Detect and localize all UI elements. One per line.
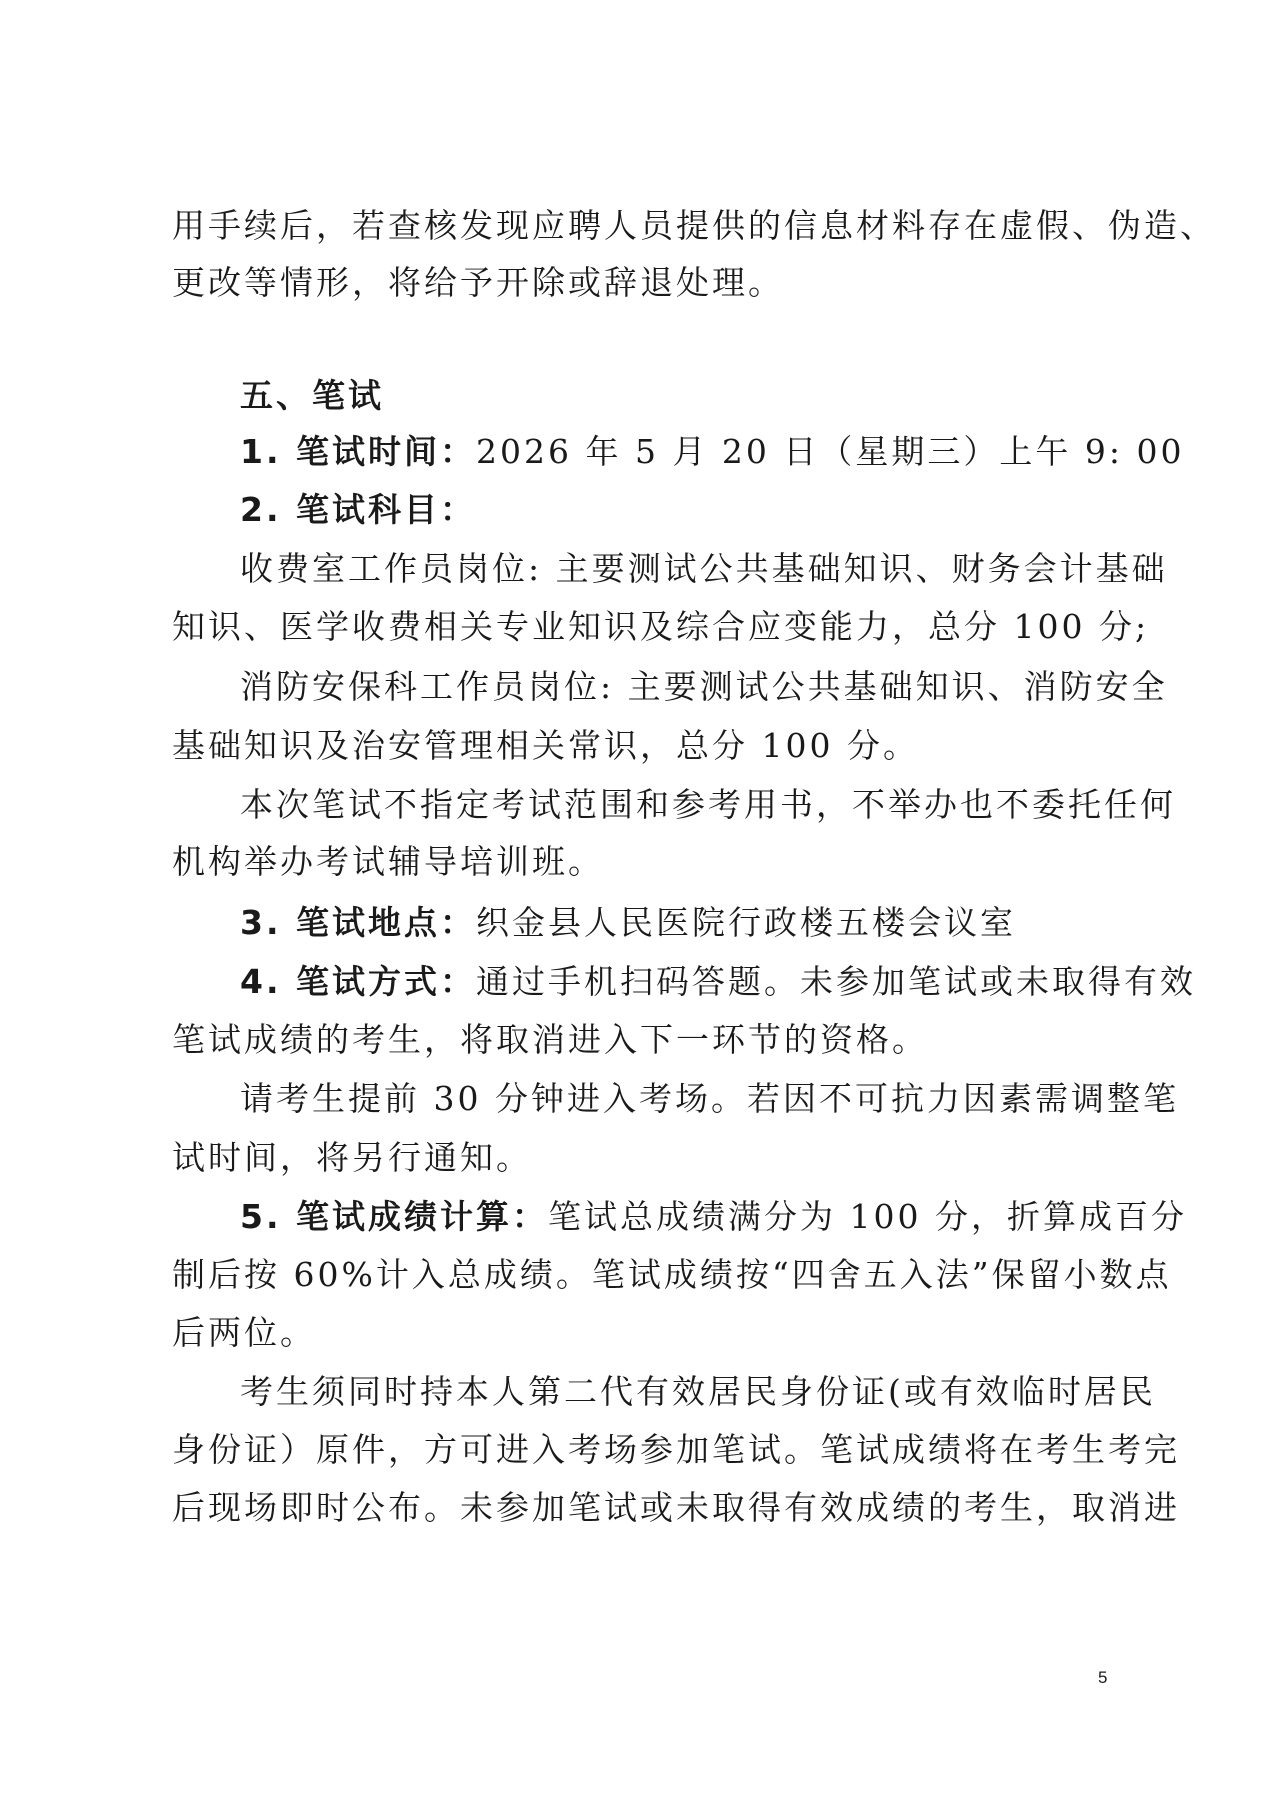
paragraph-line: 考生须同时持本人第二代有效居民身份证(或有效临时居民: [240, 1372, 1156, 1411]
paragraph-line: 身份证）原件，方可进入考场参加笔试。笔试成绩将在考生考完: [172, 1430, 1180, 1469]
paragraph-line: 用手续后，若查核发现应聘人员提供的信息材料存在虚假、伪造、: [172, 206, 1216, 245]
page-number: 5: [1098, 1668, 1108, 1687]
paragraph-line: 消防安保科工作员岗位: 主要测试公共基础知识、消防安全: [240, 667, 1168, 706]
paragraph-line: 请考生提前 30 分钟进入考场。若因不可抗力因素需调整笔: [240, 1079, 1179, 1118]
section-title: 五、笔试: [240, 376, 384, 415]
paragraph-line: 后两位。: [172, 1313, 316, 1352]
paragraph-line: 知识、医学收费相关专业知识及综合应变能力，总分 100 分;: [172, 607, 1150, 646]
paragraph-line: 笔试成绩的考生，将取消进入下一环节的资格。: [172, 1020, 928, 1059]
paragraph-line: 试时间，将另行通知。: [172, 1138, 532, 1177]
item-value: 织金县人民医院行政楼五楼会议室: [476, 903, 1016, 942]
paragraph-line: 收费室工作员岗位: 主要测试公共基础知识、财务会计基础: [240, 549, 1168, 588]
item-label: 3. 笔试地点：: [240, 903, 476, 942]
item-label: 1. 笔试时间：: [240, 432, 476, 471]
paragraph-line: 后现场即时公布。未参加笔试或未取得有效成绩的考生，取消进: [172, 1488, 1180, 1527]
paragraph-line: 本次笔试不指定考试范围和参考用书，不举办也不委托任何: [240, 785, 1176, 824]
item-value: 2026 年 5 月 20 日（星期三）上午 9: 00: [476, 432, 1185, 471]
paragraph-line: 制后按 60%计入总成绩。笔试成绩按“四舍五入法”保留小数点: [172, 1255, 1172, 1294]
exam-time-item: [240, 428, 1185, 476]
paragraph-line: 更改等情形，将给予开除或辞退处理。: [172, 263, 784, 302]
exam-method-item: [240, 958, 1196, 1006]
exam-subjects-label: 2. 笔试科目：: [240, 490, 476, 529]
exam-location-item: [240, 899, 1122, 947]
item-label: 5. 笔试成绩计算：: [240, 1197, 548, 1236]
paragraph-line: 基础知识及治安管理相关常识，总分 100 分。: [172, 726, 919, 765]
item-value: 笔试总成绩满分为 100 分，折算成百分: [548, 1197, 1187, 1236]
paragraph-line: 机构举办考试辅导培训班。: [172, 842, 604, 881]
item-value: 通过手机扫码答题。未参加笔试或未取得有效: [476, 962, 1196, 1001]
item-label: 4. 笔试方式：: [240, 962, 476, 1001]
score-calculation-item: [240, 1193, 1187, 1241]
